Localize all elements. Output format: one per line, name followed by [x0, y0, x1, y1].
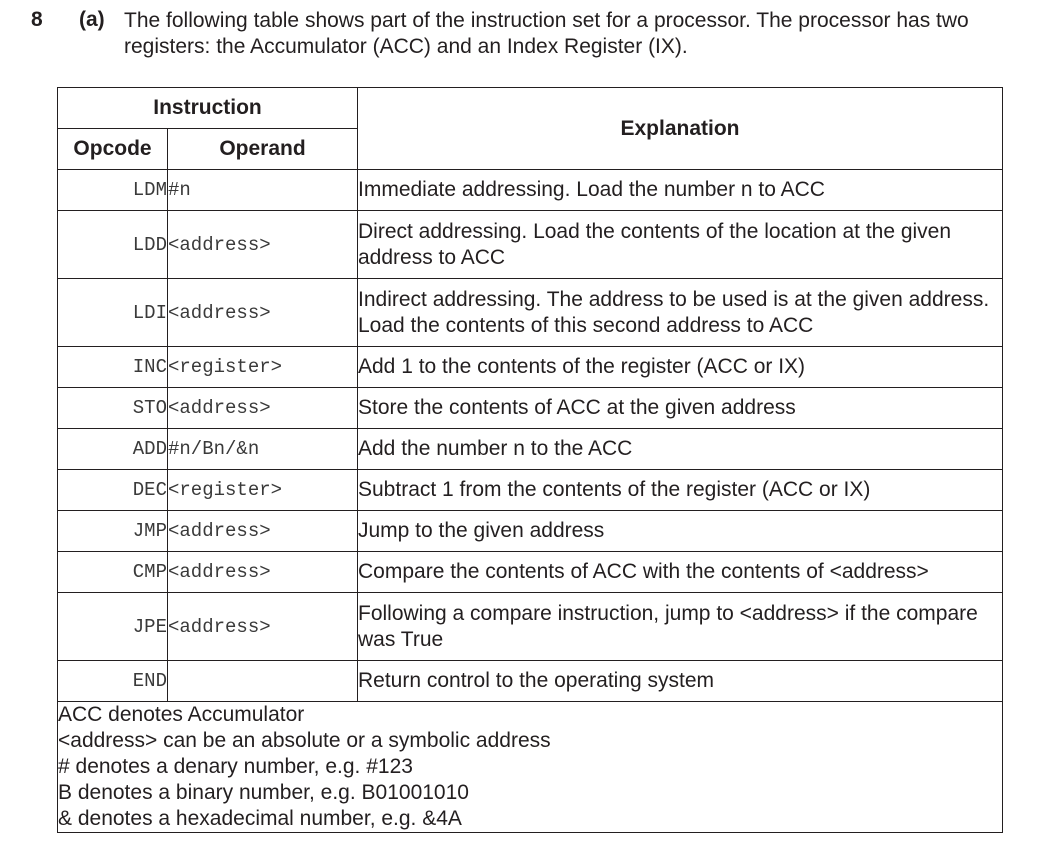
opcode-cell: JMP [58, 511, 168, 552]
explanation-cell: Following a compare instruction, jump to <address> if the compare was True [358, 593, 1003, 661]
operand-cell [168, 661, 358, 702]
table-row [58, 552, 1003, 593]
operand-cell: #n/Bn/&n [168, 429, 358, 470]
question-number: 8 [31, 8, 43, 31]
note-line: ACC denotes Accumulator [58, 703, 305, 726]
table-row [58, 511, 1003, 552]
opcode-cell: INC [58, 347, 168, 388]
notes-row [58, 702, 1003, 833]
table-row [58, 593, 1003, 661]
opcode-cell: DEC [58, 470, 168, 511]
explanation-cell: Store the contents of ACC at the given address [358, 388, 1003, 429]
explanation-cell: Return control to the operating system [358, 661, 1003, 702]
table-row [58, 211, 1003, 279]
operand-cell: <register> [168, 347, 358, 388]
explanation-cell: Add the number n to the ACC [358, 429, 1003, 470]
note-line: <address> can be an absolute or a symbolic address [58, 729, 551, 752]
explanation-header: Explanation [358, 88, 1003, 170]
explanation-cell: Immediate addressing. Load the number n to ACC [358, 170, 1003, 211]
table-row [58, 429, 1003, 470]
operand-cell: <address> [168, 593, 358, 661]
note-line: B denotes a binary number, e.g. B01001010 [58, 781, 469, 804]
notes-cell [58, 702, 1003, 833]
table-row [58, 388, 1003, 429]
explanation-cell: Compare the contents of ACC with the contents of <address> [358, 552, 1003, 593]
opcode-cell: JPE [58, 593, 168, 661]
table-row [58, 279, 1003, 347]
table-row [58, 347, 1003, 388]
opcode-cell: LDD [58, 211, 168, 279]
opcode-header: Opcode [58, 129, 168, 170]
opcode-cell: END [58, 661, 168, 702]
opcode-cell: LDM [58, 170, 168, 211]
instruction-header: Instruction [58, 88, 358, 129]
explanation-cell: Jump to the given address [358, 511, 1003, 552]
operand-cell: <address> [168, 511, 358, 552]
operand-cell: #n [168, 170, 358, 211]
opcode-cell: ADD [58, 429, 168, 470]
explanation-cell: Direct addressing. Load the contents of the location at the given address to ACC [358, 211, 1003, 279]
opcode-cell: LDI [58, 279, 168, 347]
question-text: The following table shows part of the instruction set for a processor. The processor has two registers: the Accumulator (ACC) and an Index Register (IX). [124, 9, 969, 58]
note-line: # denotes a denary number, e.g. #123 [58, 755, 413, 778]
table-row [58, 661, 1003, 702]
question-part: (a) [79, 8, 105, 31]
operand-cell: <address> [168, 388, 358, 429]
explanation-cell: Add 1 to the contents of the register (ACC or IX) [358, 347, 1003, 388]
operand-header: Operand [168, 129, 358, 170]
note-line: & denotes a hexadecimal number, e.g. &4A [58, 807, 462, 830]
operand-cell: <address> [168, 211, 358, 279]
operand-cell: <address> [168, 279, 358, 347]
operand-cell: <address> [168, 552, 358, 593]
explanation-cell: Indirect addressing. The address to be used is at the given address. Load the contents of this second address to ACC [358, 279, 1003, 347]
table-row [58, 170, 1003, 211]
instruction-set-table [57, 87, 1003, 833]
explanation-cell: Subtract 1 from the contents of the register (ACC or IX) [358, 470, 1003, 511]
operand-cell: <register> [168, 470, 358, 511]
opcode-cell: CMP [58, 552, 168, 593]
opcode-cell: STO [58, 388, 168, 429]
table-row [58, 470, 1003, 511]
